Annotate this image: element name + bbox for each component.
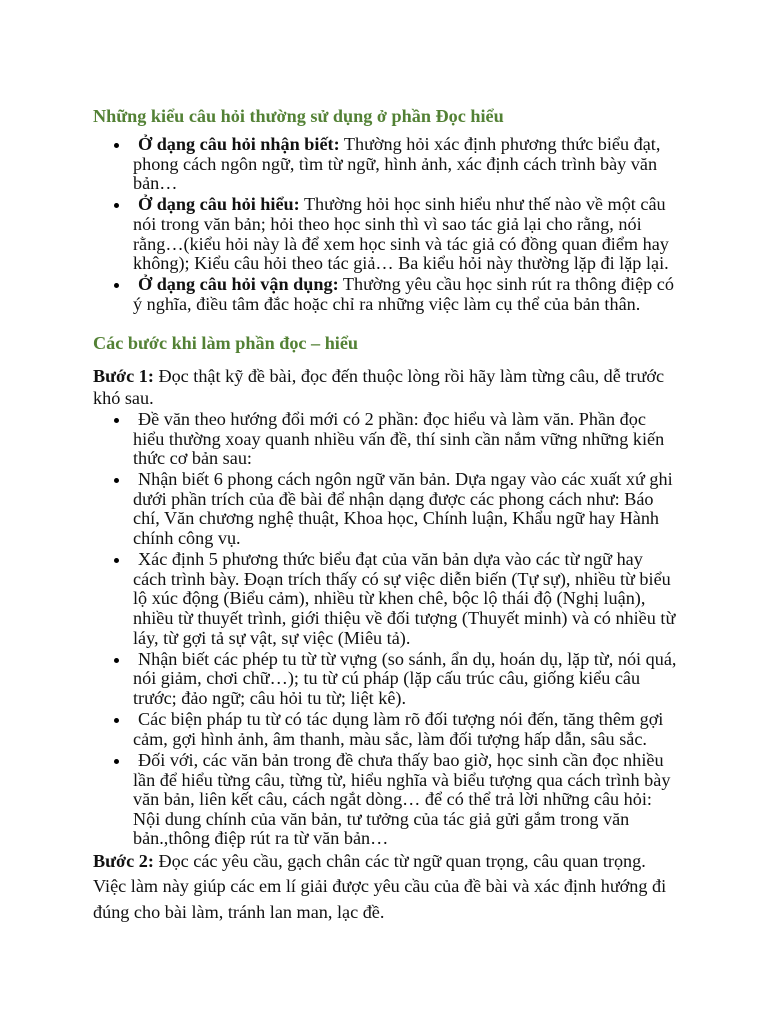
list-item [133, 135, 680, 194]
list-item-text: Đề văn theo hướng đổi mới có 2 phần: đọc hiểu và làm văn. Phần đọc hiểu thường xoay quanh nhiều vấn đề, thí sinh cần nắm vững những kiến thức cơ bản sau: [133, 408, 665, 469]
step-1-paragraph [93, 365, 680, 409]
bullet-icon [114, 418, 119, 423]
list-item [133, 550, 680, 648]
question-type-text: Thường hỏi học sinh hiểu như thế nào về một câu nói trong văn bản; hỏi theo học sinh thì vì sao tác giả lại cho rằng, nói rằng…(kiểu hỏi này là để xem học sinh và tác giả có đồng quan điểm hay không); Kiểu câu hỏi theo tác giả… Ba kiểu hỏi này thường lặp đi lặp lại. [133, 194, 669, 274]
section-heading-question-types: Những kiểu câu hỏi thường sử dụng ở phần Đọc hiểu [93, 106, 504, 126]
list-item-text: Xác định 5 phương thức biểu đạt của văn bản dựa vào các từ ngữ hay cách trình bày. Đoạn trích thấy có sự việc diễn biến (Tự sự), nhiều từ biểu lộ xúc động (Biểu cảm), nhiều từ khen chê, bộc lộ thái độ (Nghị luận), nhiều từ thuyết trình, giới thiệu về đối tượng (Thuyết minh) và có nhiều từ láy, từ gợi tả sự vật, sự việc (Miêu tả). [133, 549, 676, 648]
step-label: Bước 2: [93, 850, 154, 871]
section-question-types [93, 106, 680, 315]
step-text: Đọc các yêu cầu, gạch chân các từ ngữ quan trọng, câu quan trọng. Việc làm này giúp các em lí giải được yêu cầu của đề bài và xác định hướng đi đúng cho bài làm, tránh lan man, lạc đề. [93, 850, 667, 922]
question-types-list [93, 135, 680, 315]
bullet-icon [114, 203, 119, 208]
list-item [133, 410, 680, 469]
list-item [133, 195, 680, 273]
question-type-text: Thường hỏi xác định phương thức biểu đạt, phong cách ngôn ngữ, tìm từ ngữ, hình ảnh, xác định cách trình bày văn bản… [133, 134, 661, 194]
list-item-text: Nhận biết các phép tu từ từ vựng (so sánh, ẩn dụ, hoán dụ, lặp từ, nói quá, nói giảm, chơi chữ…); tu từ cú pháp (lặp cấu trúc câu, giống kiểu câu trước; đảo ngữ; câu hỏi tu từ; liệt kê). [133, 648, 677, 709]
bullet-icon [114, 759, 119, 764]
list-item [133, 751, 680, 849]
question-type-text: Thường yêu cầu học sinh rút ra thông điệp có ý nghĩa, điều tâm đắc hoặc chỉ ra những việc làm cụ thể của bản thân. [133, 274, 674, 314]
question-type-label: Ở dạng câu hỏi nhận biết: [138, 134, 340, 154]
bullet-icon [114, 658, 119, 663]
list-item [133, 470, 680, 548]
bullet-icon [114, 558, 119, 563]
bullet-icon [114, 718, 119, 723]
list-item-text: Đối với, các văn bản trong đề chưa thấy bao giờ, học sinh cần đọc nhiều lần để hiểu từng câu, từng từ, hiểu nghĩa và biểu tượng qua cách trình bày văn bản, liên kết câu, cách ngắt dòng… để có thể trả lời những câu hỏi: Nội dung chính của văn bản, tư tưởng của tác giả gửi gắm trong văn bản.,thông điệp rút ra từ văn bản… [133, 749, 671, 849]
step-label: Bước 1: [93, 365, 154, 386]
question-type-label: Ở dạng câu hỏi hiểu: [138, 194, 300, 215]
list-item [133, 710, 680, 749]
list-item [133, 650, 680, 709]
list-item-text: Nhận biết 6 phong cách ngôn ngữ văn bản. Dựa ngay vào các xuất xứ ghi dưới phần trích của đề bài để nhận dạng được các phong cách như: Báo chí, Văn chương nghệ thuật, Khoa học, Chính luận, Khẩu ngữ hay Hành chính công vụ. [133, 469, 673, 549]
step-2-paragraph [93, 849, 680, 926]
bullet-icon [114, 143, 119, 148]
section-heading-steps: Các bước khi làm phần đọc – hiểu [93, 332, 359, 353]
list-item [133, 275, 680, 314]
list-item-text: Các biện pháp tu từ có tác dụng làm rõ đối tượng nói đến, tăng thêm gợi cảm, gợi hình ảnh, âm thanh, màu sắc, làm đối tượng hấp dẫn, sâu sắc. [133, 709, 664, 749]
question-type-label: Ở dạng câu hỏi vận dụng: [138, 274, 339, 295]
bullet-icon [114, 283, 119, 288]
bullet-icon [114, 478, 119, 483]
step-1-notes-list [93, 410, 680, 849]
step-text: Đọc thật kỹ đề bài, đọc đến thuộc lòng rồi hãy làm từng câu, dễ trước khó sau. [93, 365, 665, 408]
section-steps [93, 333, 680, 926]
document-content [93, 106, 680, 925]
